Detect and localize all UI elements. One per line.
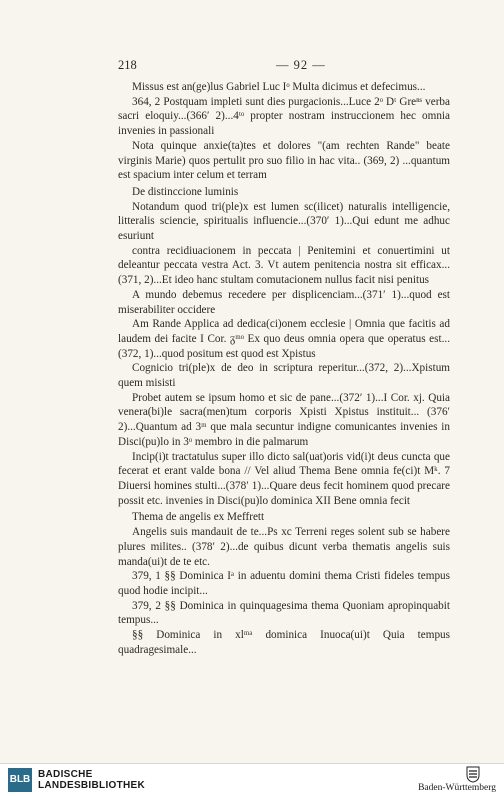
folio-number: — 92 —: [276, 58, 326, 72]
paragraph: Incip(i)t tractatulus super illo dicto sal(uat)oris vid(i)t deus cuncta que fecerat et erant valde bona // Vel aliud Thema Bene omnia fe(ci)t Mᵏ. 7 Diuersi homines stulti...(378′ 1)...Quare deus fecit hominem quod precare possit etc. invenies in Disci(pu)lo dominica XII Bene omnia fecit: [118, 450, 450, 507]
paragraph: Cognicio tri(ple)x de deo in scriptura reperitur...(372, 2)...Xpistum quem misisti: [118, 362, 450, 390]
paragraph: Nota quinque anxie(ta)tes et dolores "(am rechten Rande" beate virginis Marie) quos pertulit pro suo filio in hac vita.. (369, 2) ...quantum est spacium inter celum et terram: [118, 139, 450, 182]
paragraph: contra recidiuacionem in peccata | Penitemini et conuertimini ut deleantur peccata vestra Act. 3. Vt autem penitencia nostra sit efficax... (371, 2)...Et ideo hanc stultam comutacionem nullus facit nisi penitus: [118, 244, 450, 287]
paragraph: A mundo debemus recedere per displicenciam...(371′ 1)...quod est miserabiliter occidere: [118, 288, 450, 316]
paragraph: 364, 2 Postquam impleti sunt dies purgacionis...Luce 2ᵒ Dᵗ Greⁿˢ verba sacri eloquiy...(366′ 2)...4ᵗᵒ propter nostram instruccionem hec omnia invenies in passionali: [118, 95, 450, 138]
section-heading: De distinccione luminis: [132, 185, 239, 198]
blb-logo-icon[interactable]: BLB: [8, 768, 32, 792]
paragraph: 379, 2 §§ Dominica in quinquagesima thema Quoniam apropinquabit tempus...: [118, 599, 450, 627]
paragraph: Angelis suis mandauit de te...Ps xc Terreni reges solent sub se habere plures milites.. (378′ 2)...de quibus dicunt verba thematis angelis suis manda(ui)t de te etc.: [118, 526, 450, 568]
library-name[interactable]: [38, 769, 145, 791]
paragraph: Missus est an(ge)lus Gabriel Luc Iᵒ Multa dicimus et defecimus...: [132, 81, 426, 93]
page-header: [118, 58, 448, 74]
paragraph: Notandum quod tri(ple)x est lumen sc(ilicet) naturalis intelligencie, litteralis sciencie, spiritualis influencie...(370′ 1)...Qui edunt me adhuc esuriunt: [118, 200, 450, 243]
library-name-line2: LANDESBIBLIOTHEK: [38, 780, 146, 791]
coat-of-arms-icon: [466, 766, 480, 783]
footer-bar: [0, 763, 504, 796]
paragraph: 379, 1 §§ Dominica Iᵃ in aduentu domini thema Cristi fideles tempus quod hodie incipit...: [118, 570, 450, 597]
page-number: 218: [118, 58, 137, 72]
region-label: Baden-Württemberg: [418, 783, 496, 793]
body-text: [118, 80, 450, 657]
library-name-line1: BADISCHE: [38, 769, 93, 780]
paragraph: Am Rande Applica ad dedica(ci)onem ecclesie | Omnia que facitis ad laudem dei facite I Cor. ᵹᵐᵒ Ex quo deus omnia opera que operatus est...(372, 1)...quod positum est quod est Xpistus: [118, 318, 450, 360]
paragraph: Probet autem se ipsum homo et sic de pane...(372′ 1)...I Cor. xj. Quia venera(bi)le sacra(men)tum corporis Xpisti Xpistus instituit... (376′ 2)...Quantum ad 3ᵐ que mala secuntur indigne comunicantes invenies in Disci(pu)lo in 3ᵒ membro in die palmarum: [118, 391, 450, 448]
section-heading: Thema de angelis ex Meffrett: [132, 511, 265, 524]
paragraph: §§ Dominica in xlᵐᵃ dominica Inuoca(ui)t Quia tempus quadragesimale...: [118, 629, 450, 656]
